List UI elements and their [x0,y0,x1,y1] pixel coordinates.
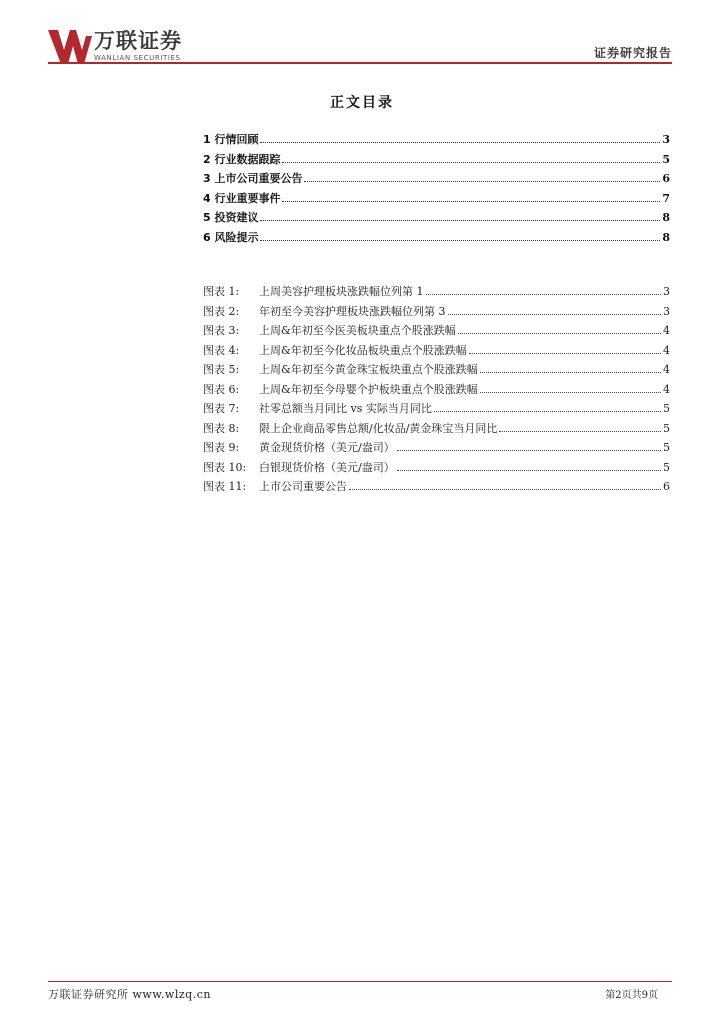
report-type-label: 证券研究报告 [593,46,672,60]
toc-entry-label: 1 行情回顾 [203,133,259,146]
leader-dots [397,470,661,471]
leader-dots [260,142,660,143]
leader-dots [260,240,660,241]
toc-entry-label: 6 风险提示 [203,230,259,244]
figure-page: 3 [663,304,670,318]
wanlian-logo-icon [48,30,92,64]
figure-title: 黄金现货价格（美元/盎司） [259,441,395,454]
leader-dots [469,353,661,354]
toc-entry[interactable] [203,131,670,151]
leader-dots [434,411,661,412]
figure-number: 图表 5: [203,363,240,376]
figure-entry[interactable] [203,439,670,459]
figure-entry[interactable] [203,420,670,440]
figure-page: 5 [663,421,670,435]
leader-dots [260,220,660,221]
figure-number: 图表 9: [203,441,240,454]
toc-entry[interactable] [203,229,670,249]
figure-number: 图表 11: [203,480,247,493]
leader-dots [480,372,661,373]
leader-dots [448,314,662,315]
figure-title: 上周&年初至今母婴个护板块重点个股涨跌幅 [259,382,478,396]
figure-title: 社零总额当月同比 vs 实际当月同比 [259,402,432,415]
figure-page: 4 [663,343,670,357]
figure-entry[interactable] [203,303,670,323]
figure-number: 图表 1: [203,285,240,298]
figure-list [203,283,670,498]
toc-entry[interactable] [203,170,670,190]
toc-entry[interactable] [203,151,670,171]
toc-entry-page: 6 [662,172,670,185]
figure-entry[interactable] [203,478,670,498]
figure-page: 4 [663,382,670,396]
toc-entry-page: 8 [662,230,670,244]
toc-entry-label: 3 上市公司重要公告 [203,172,303,185]
footer-divider [48,981,672,982]
leader-dots [397,450,661,451]
leader-dots [426,294,662,295]
toc-entry-label: 2 行业数据跟踪 [203,152,281,166]
figure-title: 白银现货价格（美元/盎司） [259,460,395,474]
figure-entry[interactable] [203,459,670,479]
figure-page: 6 [663,480,670,493]
header-divider [48,62,672,64]
figure-title: 年初至今美容护理板块涨跌幅位列第 3 [259,304,446,318]
brand-name-cn: 万联证券 [94,29,182,53]
toc-entry-page: 8 [662,211,670,224]
toc-entry-label: 5 投资建议 [203,211,259,224]
leader-dots [458,333,661,334]
figure-title: 上周&年初至今医美板块重点个股涨跌幅 [259,324,456,337]
figure-number: 图表 8: [203,421,240,435]
figure-page: 4 [663,363,670,376]
leader-dots [282,162,660,163]
leader-dots [480,392,661,393]
figure-entry[interactable] [203,400,670,420]
figure-title: 上周美容护理板块涨跌幅位列第 1 [259,285,424,298]
toc-entry[interactable] [203,190,670,210]
page-header [0,0,724,66]
figure-entry[interactable] [203,283,670,303]
leader-dots [499,431,661,432]
leader-dots [282,201,660,202]
figure-number: 图表 10: [203,460,247,474]
figure-title: 上周&年初至今黄金珠宝板块重点个股涨跌幅 [259,363,478,376]
toc-entry-label: 4 行业重要事件 [203,191,281,205]
figure-entry[interactable] [203,381,670,401]
figure-page: 3 [663,285,670,298]
figure-title: 限上企业商品零售总额/化妆品/黄金珠宝当月同比 [259,421,498,435]
footer-source: 万联证券研究所 www.wlzq.cn [48,988,211,1001]
figure-page: 4 [663,324,670,337]
figure-number: 图表 2: [203,304,240,318]
figure-number: 图表 4: [203,343,240,357]
brand-name-en: WANLIAN SECURITIES [94,54,181,62]
leader-dots [349,489,661,490]
toc-entry[interactable] [203,209,670,229]
figure-number: 图表 3: [203,324,240,337]
toc-title: 正文目录 [330,95,394,111]
toc-entry-page: 7 [662,191,670,205]
figure-page: 5 [663,402,670,415]
figure-page: 5 [663,441,670,454]
toc-entry-page: 5 [662,152,670,166]
figure-entry[interactable] [203,322,670,342]
page-number: 第2页共9页 [605,990,658,1001]
table-of-contents [203,131,670,248]
leader-dots [304,181,660,182]
figure-page: 5 [663,460,670,474]
figure-title: 上市公司重要公告 [259,480,347,493]
toc-entry-page: 3 [662,133,670,146]
figure-number: 图表 6: [203,382,240,396]
figure-number: 图表 7: [203,402,240,415]
figure-title: 上周&年初至今化妆品板块重点个股涨跌幅 [259,343,467,357]
figure-entry[interactable] [203,342,670,362]
figure-entry[interactable] [203,361,670,381]
